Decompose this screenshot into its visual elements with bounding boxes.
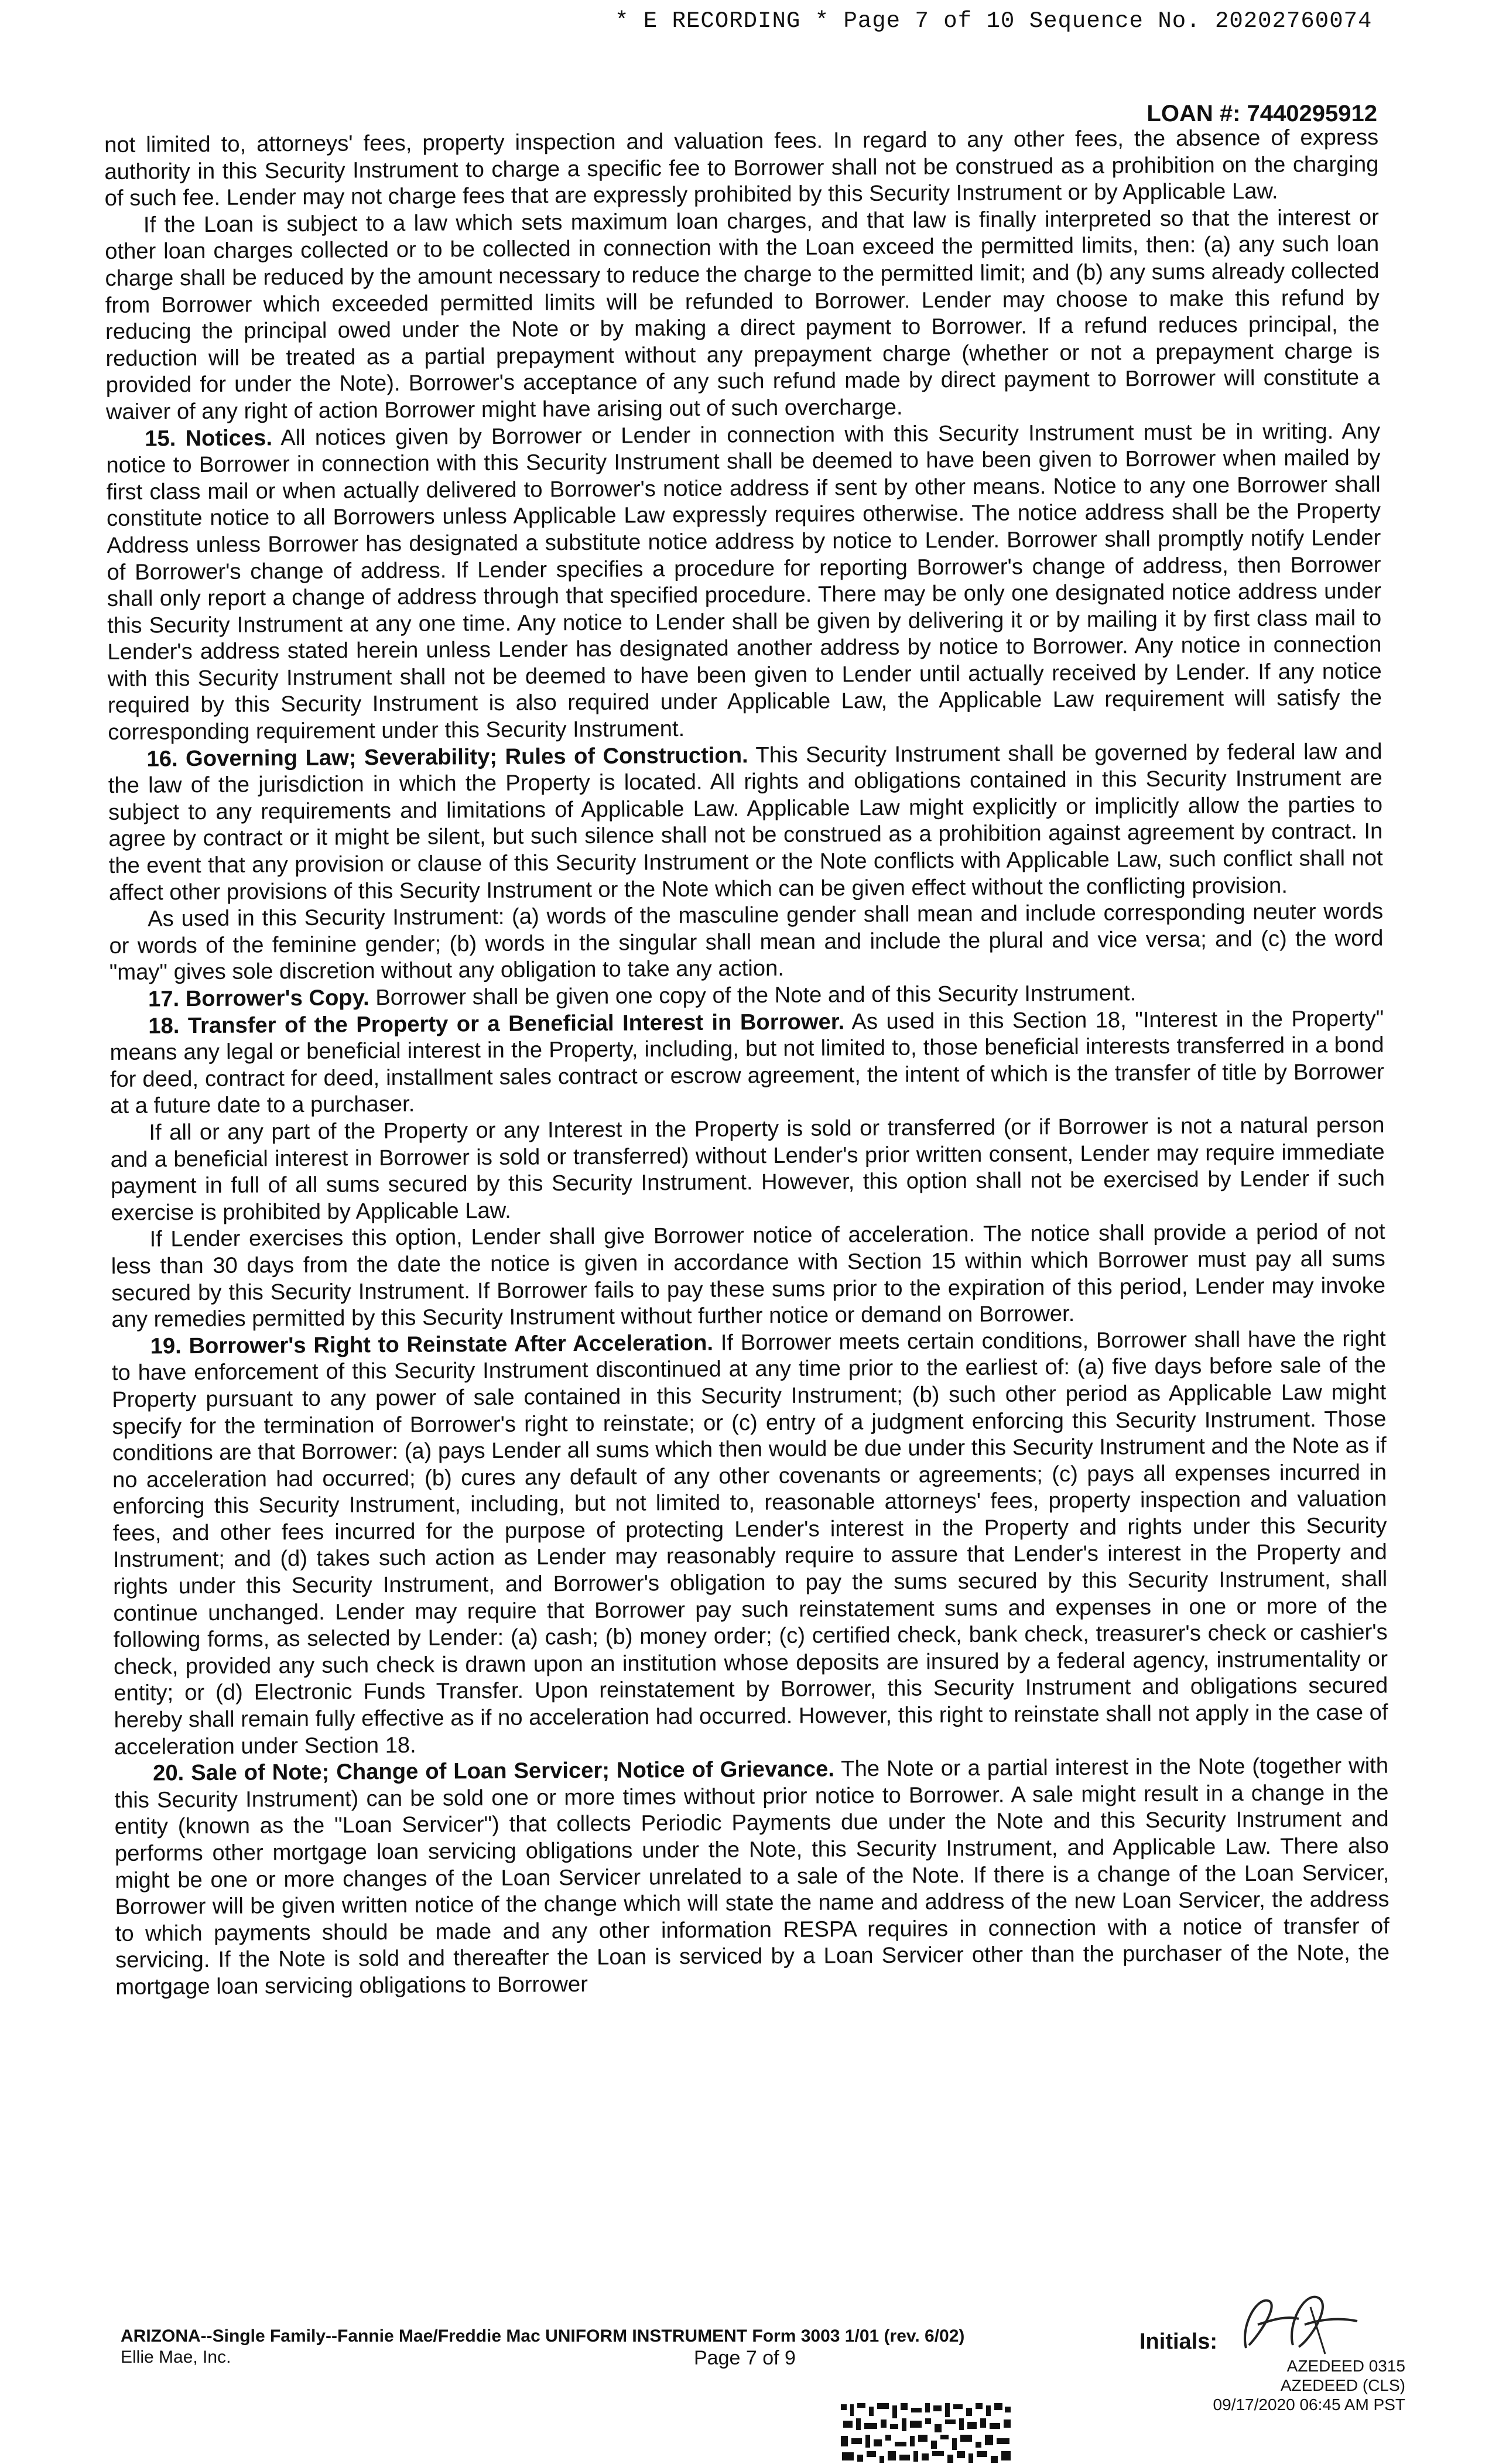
initials-cls: AZEDEED (CLS) xyxy=(1280,2376,1405,2394)
recording-header: * E RECORDING * Page 7 of 10 Sequence No. 20202760074 xyxy=(615,8,1373,34)
section-18-sale-without-consent: If all or any part of the Property or any Interest in the Property is sold or transferred (or if Borrower is not a natural person and a beneficial interest in Borrower is sold or transferred) without Lender's prior written consent, Lender may require immediate payment in full of all sums secured by this Security Instrument. However, this option shall not be exercised by Lender if such exercise is prohibited by Applicable Law. xyxy=(110,1112,1385,1226)
paragraph-max-loan-charges: If the Loan is subject to a law which sets maximum loan charges, and that law is finally interpreted so that the interest or other loan charges collected or to be collected in connection with the Loan exceed the permitted limits, then: (a) any such loan charge shall be reduced by the amount necessary to reduce the charge to the permitted limit; and (b) any sums already collected from Borrower which exceeded permitted limits will be refunded to Borrower. Lender may choose to make this refund by reducing the principal owed under the Note or by making a direct payment to Borrower. If a refund reduces principal, the reduction will be treated as a partial prepayment without any prepayment charge (whether or not a prepayment charge is provided for under the Note). Borrower's acceptance of any such refund made by direct payment to Borrower will constitute a waiver of any right of action Borrower might have arising out of such overcharge. xyxy=(105,204,1380,425)
section-18-acceleration-notice: If Lender exercises this option, Lender shall give Borrower notice of acceleration. The notice shall provide a period of not less than 30 days from the date the notice is given in accordance with Section 15 within which Borrower must pay all sums secured by this Security Instrument. If Borrower fails to pay these sums prior to the expiration of this period, Lender may invoke any remedies permitted by this Security Instrument without further notice or demand on Borrower. xyxy=(111,1219,1386,1333)
section-20-sale-of-note xyxy=(114,1753,1390,2001)
document-body xyxy=(104,124,1390,2001)
section-18-heading: 18. Transfer of the Property or a Beneficial Interest in Borrower. xyxy=(148,1008,845,1039)
initials-info xyxy=(1148,2356,1405,2414)
initials-signature xyxy=(1223,2284,1363,2360)
section-18-text: As used in this Section 18, "Interest in the Property" means any legal or beneficial interest in the Property, including, but not limited to, those beneficial interests transferred in a bond for deed, contract for deed, installment sales contract or escrow agreement, the intent of which is the transfer of title by Borrower at a future date to a purchaser. xyxy=(109,1005,1384,1119)
section-19-heading: 19. Borrower's Right to Reinstate After Acceleration. xyxy=(150,1330,714,1359)
initials-code: AZEDEED 0315 xyxy=(1286,2357,1405,2375)
section-16-governing-law xyxy=(108,738,1383,906)
section-16-heading: 16. Governing Law; Severability; Rules of Construction. xyxy=(146,742,748,772)
section-15-heading: 15. Notices. xyxy=(145,425,273,451)
page-number: Page 7 of 9 xyxy=(694,2347,796,2369)
section-18-transfer xyxy=(109,1005,1384,1120)
section-19-reinstate xyxy=(112,1325,1388,1760)
document-barcode xyxy=(839,2401,1014,2464)
section-17-text: Borrower shall be given one copy of the Note and of this Security Instrument. xyxy=(369,980,1137,1011)
section-15-text: All notices given by Borrower or Lender in connection with this Security Instrument must be in writing. Any notice to Borrower in connection with this Security Instrument shall be deemed to have been given to Borrower when mailed by first class mail or when actually delivered to Borrower's notice address if sent by other means. Notice to any one Borrower shall constitute notice to all Borrowers unless Applicable Law expressly requires otherwise. The notice address shall be the Property Address unless Borrower has designated a substitute notice address by notice to Lender. Borrower shall promptly notify Lender of Borrower's change of address. If Lender specifies a procedure for reporting Borrower's change of address, then Borrower shall only report a change of address through that specified procedure. There may be only one designated notice address under this Security Instrument at any one time. Any notice to Lender shall be given by delivering it or by mailing it by first class mail to Lender's address stated herein unless Lender has designated another address by notice to Borrower. Any notice in connection with this Security Instrument shall not be deemed to have been given to Lender until actually received by Lender. If any notice required by this Security Instrument is also required under Applicable Law, the Applicable Law requirement will satisfy the corresponding requirement under this Security Instrument. xyxy=(106,418,1382,745)
section-16-definitions: As used in this Security Instrument: (a) words of the masculine gender shall mean and include corresponding neuter words or words of the feminine gender; (b) words in the singular shall mean and include the plural and vice versa; and (c) the word "may" gives sole discretion without any obligation to take any action. xyxy=(109,898,1384,985)
initials-timestamp: 09/17/2020 06:45 AM PST xyxy=(1213,2395,1405,2414)
section-17-heading: 17. Borrower's Copy. xyxy=(148,985,369,1012)
section-20-text: The Note or a partial interest in the Note (together with this Security Instrument) can be sold one or more times without prior notice to Borrower. A sale might result in a change in the entity (known as the "Loan Servicer") that collects Periodic Payments due under the Note and this Security Instrument and performs other mortgage loan servicing obligations under the Note, this Security Instrument, and Applicable Law. There also might be one or more changes of the Loan Servicer unrelated to a sale of the Note. If there is a change of the Loan Servicer, Borrower will be given written notice of the change which will state the name and address of the new Loan Servicer, the address to which payments should be made and any other information RESPA requires in connection with a notice of transfer of servicing. If the Note is sold and thereafter the Loan is serviced by a Loan Servicer other than the purchaser of the Note, the mortgage loan servicing obligations to Borrower xyxy=(114,1753,1390,2000)
form-identifier: ARIZONA--Single Family--Fannie Mae/Freddie Mac UNIFORM INSTRUMENT Form 3003 1/01 (rev. 6/02) xyxy=(121,2326,965,2346)
section-15-notices xyxy=(106,417,1382,745)
loan-number: LOAN #: 7440295912 xyxy=(1147,101,1377,126)
footer-form-info xyxy=(121,2326,964,2368)
paragraph-loan-charges-cont: not limited to, attorneys' fees, property inspection and valuation fees. In regard to any other fees, the absence of express authority in this Security Instrument to charge a specific fee to Borrower shall not be construed as a prohibition on the charging of such fee. Lender may not charge fees that are expressly prohibited by this Security Instrument or by Applicable Law. xyxy=(104,124,1379,211)
section-20-heading: 20. Sale of Note; Change of Loan Servicer; Notice of Grievance. xyxy=(152,1756,835,1786)
vendor-name: Ellie Mae, Inc. xyxy=(121,2347,231,2367)
section-16-text: This Security Instrument shall be governed by federal law and the law of the jurisdiction in which the Property is located. All rights and obligations contained in this Security Instrument are subject to any requirements and limitations of Applicable Law. Applicable Law might explicitly or implicitly allow the parties to agree by contract or it might be silent, but such silence shall not be construed as a prohibition against agreement by contract. In the event that any provision or clause of this Security Instrument or the Note conflicts with Applicable Law, such conflict shall not affect other provisions of this Security Instrument or the Note which can be given effect without the conflicting provision. xyxy=(108,738,1383,905)
initials-label: Initials: xyxy=(1139,2329,1218,2354)
section-19-text: If Borrower meets certain conditions, Borrower shall have the right to have enforcement of this Security Instrument discontinued at any time prior to the earliest of: (a) five days before sale of the Property pursuant to any power of sale contained in this Security Instrument; (b) such other period as Applicable Law might specify for the termination of Borrower's right to reinstate; or (c) entry of a judgment enforcing this Security Instrument. Those conditions are that Borrower: (a) pays Lender all sums which then would be due under this Security Instrument and the Note as if no acceleration had occurred; (b) cures any default of any other covenants or agreements; (c) pays all expenses incurred in enforcing this Security Instrument, including, but not limited to, reasonable attorneys' fees, property inspection and valuation fees, and other fees incurred for the purpose of protecting Lender's interest in the Property and rights under this Security Instrument; and (d) takes such action as Lender may reasonably require to assure that Lender's interest in the Property and rights under this Security Instrument, and Borrower's obligation to pay the sums secured by this Security Instrument, shall continue unchanged. Lender may require that Borrower pay such reinstatement sums and expenses in one or more of the following forms, as selected by Lender: (a) cash; (b) money order; (c) certified check, bank check, treasurer's check or cashier's check, provided any such check is drawn upon an institution whose deposits are insured by a federal agency, instrumentality or entity; or (d) Electronic Funds Transfer. Upon reinstatement by Borrower, this Security Instrument and obligations secured hereby shall remain fully effective as if no acceleration had occurred. However, this right to reinstate shall not apply in the case of acceleration under Section 18. xyxy=(111,1326,1388,1760)
